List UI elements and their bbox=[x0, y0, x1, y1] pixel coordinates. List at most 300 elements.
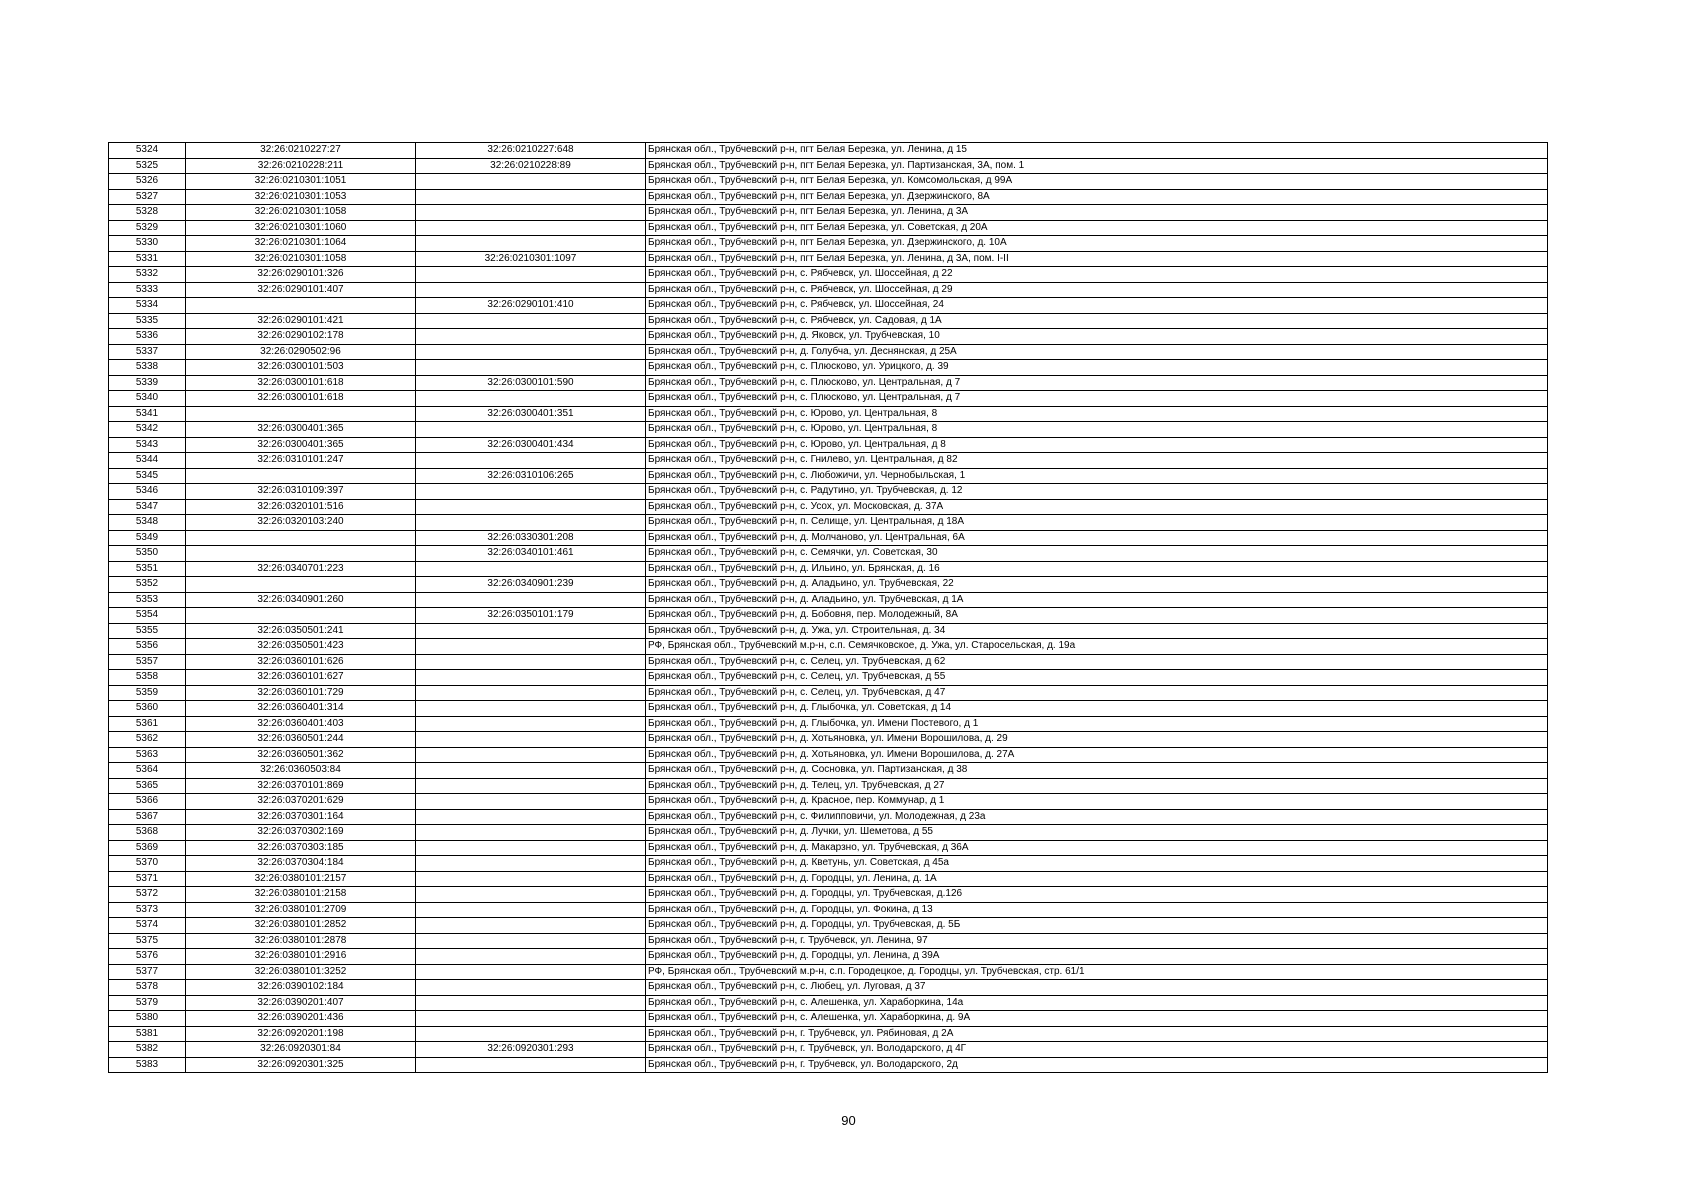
page-number: 90 bbox=[841, 1113, 856, 1128]
address-cell: Брянская обл., Трубчевский р-н, с. Юрово, ул. Центральная, д 8 bbox=[646, 437, 1548, 453]
address-cell: Брянская обл., Трубчевский р-н, п. Селище, ул. Центральная, д 18А bbox=[646, 515, 1548, 531]
related-cadastral-number-cell bbox=[416, 670, 646, 686]
row-number-cell: 5357 bbox=[109, 654, 186, 670]
related-cadastral-number-cell bbox=[416, 701, 646, 717]
row-number-cell: 5367 bbox=[109, 809, 186, 825]
address-cell: Брянская обл., Трубчевский р-н, д. Городцы, ул. Трубчевская, д. 5Б bbox=[646, 918, 1548, 934]
address-cell: Брянская обл., Трубчевский р-н, г. Трубчевск, ул. Володарского, 2д bbox=[646, 1057, 1548, 1073]
address-cell: Брянская обл., Трубчевский р-н, пгт Белая Березка, ул. Партизанская, 3А, пом. 1 bbox=[646, 158, 1548, 174]
row-number-cell: 5330 bbox=[109, 236, 186, 252]
row-number-cell: 5365 bbox=[109, 778, 186, 794]
related-cadastral-number-cell bbox=[416, 422, 646, 438]
address-cell: Брянская обл., Трубчевский р-н, пгт Белая Березка, ул. Советская, д 20А bbox=[646, 220, 1548, 236]
row-number-cell: 5374 bbox=[109, 918, 186, 934]
address-cell: Брянская обл., Трубчевский р-н, д. Глыбочка, ул. Советская, д 14 bbox=[646, 701, 1548, 717]
row-number-cell: 5366 bbox=[109, 794, 186, 810]
row-number-cell: 5344 bbox=[109, 453, 186, 469]
related-cadastral-number-cell bbox=[416, 1026, 646, 1042]
cadastral-number-cell bbox=[186, 530, 416, 546]
cadastral-number-cell: 32:26:0320101:516 bbox=[186, 499, 416, 515]
address-cell: Брянская обл., Трубчевский р-н, д. Хотьяновка, ул. Имени Ворошилова, д. 27А bbox=[646, 747, 1548, 763]
related-cadastral-number-cell bbox=[416, 825, 646, 841]
table-row bbox=[109, 298, 1548, 314]
cadastral-number-cell: 32:26:0290101:421 bbox=[186, 313, 416, 329]
row-number-cell: 5352 bbox=[109, 577, 186, 593]
row-number-cell: 5324 bbox=[109, 143, 186, 159]
related-cadastral-number-cell bbox=[416, 964, 646, 980]
cadastral-number-cell: 32:26:0300101:503 bbox=[186, 360, 416, 376]
table-row bbox=[109, 592, 1548, 608]
row-number-cell: 5373 bbox=[109, 902, 186, 918]
row-number-cell: 5364 bbox=[109, 763, 186, 779]
cadastral-number-cell: 32:26:0360501:244 bbox=[186, 732, 416, 748]
cadastral-number-cell: 32:26:0210301:1058 bbox=[186, 205, 416, 221]
table-row bbox=[109, 747, 1548, 763]
row-number-cell: 5332 bbox=[109, 267, 186, 283]
address-cell: Брянская обл., Трубчевский р-н, г. Трубчевск, ул. Ленина, 97 bbox=[646, 933, 1548, 949]
related-cadastral-number-cell bbox=[416, 809, 646, 825]
cadastral-number-cell bbox=[186, 546, 416, 562]
address-cell: Брянская обл., Трубчевский р-н, д. Глыбочка, ул. Имени Постевого, д 1 bbox=[646, 716, 1548, 732]
table-row bbox=[109, 143, 1548, 159]
row-number-cell: 5331 bbox=[109, 251, 186, 267]
row-number-cell: 5339 bbox=[109, 375, 186, 391]
table-row bbox=[109, 871, 1548, 887]
table-row bbox=[109, 515, 1548, 531]
address-cell: Брянская обл., Трубчевский р-н, д. Городцы, ул. Ленина, д 39А bbox=[646, 949, 1548, 965]
address-cell: Брянская обл., Трубчевский р-н, пгт Белая Березка, ул. Ленина, д 15 bbox=[646, 143, 1548, 159]
address-cell: Брянская обл., Трубчевский р-н, с. Алешенка, ул. Хараборкина, 14а bbox=[646, 995, 1548, 1011]
address-cell: Брянская обл., Трубчевский р-н, с. Плюсково, ул. Урицкого, д. 39 bbox=[646, 360, 1548, 376]
related-cadastral-number-cell bbox=[416, 747, 646, 763]
table-row bbox=[109, 933, 1548, 949]
related-cadastral-number-cell bbox=[416, 918, 646, 934]
table-row bbox=[109, 639, 1548, 655]
cadastral-number-cell: 32:26:0360503:84 bbox=[186, 763, 416, 779]
cadastral-number-cell: 32:26:0360101:729 bbox=[186, 685, 416, 701]
address-cell: Брянская обл., Трубчевский р-н, д. Молчаново, ул. Центральная, 6А bbox=[646, 530, 1548, 546]
related-cadastral-number-cell bbox=[416, 282, 646, 298]
table-row bbox=[109, 902, 1548, 918]
cadastral-number-cell: 32:26:0380101:2157 bbox=[186, 871, 416, 887]
related-cadastral-number-cell bbox=[416, 1011, 646, 1027]
row-number-cell: 5376 bbox=[109, 949, 186, 965]
related-cadastral-number-cell: 32:26:0340101:461 bbox=[416, 546, 646, 562]
table-row bbox=[109, 344, 1548, 360]
related-cadastral-number-cell bbox=[416, 174, 646, 190]
cadastral-number-cell: 32:26:0360101:627 bbox=[186, 670, 416, 686]
address-cell: РФ, Брянская обл., Трубчевский м.р-н, с.п. Городецкое, д. Городцы, ул. Трубчевская, стр. 61/1 bbox=[646, 964, 1548, 980]
row-number-cell: 5382 bbox=[109, 1042, 186, 1058]
address-cell: Брянская обл., Трубчевский р-н, с. Рябчевск, ул. Шоссейная, д 29 bbox=[646, 282, 1548, 298]
cadastral-number-cell: 32:26:0370101:869 bbox=[186, 778, 416, 794]
cadastral-number-cell: 32:26:0210228:211 bbox=[186, 158, 416, 174]
table-row bbox=[109, 825, 1548, 841]
cadastral-number-cell: 32:26:0310101:247 bbox=[186, 453, 416, 469]
address-cell: Брянская обл., Трубчевский р-н, с. Любожичи, ул. Чернобыльская, 1 bbox=[646, 468, 1548, 484]
table-row bbox=[109, 685, 1548, 701]
address-cell: Брянская обл., Трубчевский р-н, пгт Белая Березка, ул. Ленина, д 3А, пом. I-II bbox=[646, 251, 1548, 267]
address-cell: Брянская обл., Трубчевский р-н, с. Рябчевск, ул. Садовая, д 1А bbox=[646, 313, 1548, 329]
address-cell: Брянская обл., Трубчевский р-н, пгт Белая Березка, ул. Дзержинского, 8А bbox=[646, 189, 1548, 205]
cadastral-number-cell: 32:26:0370301:164 bbox=[186, 809, 416, 825]
related-cadastral-number-cell bbox=[416, 189, 646, 205]
cadastral-number-cell: 32:26:0350501:241 bbox=[186, 623, 416, 639]
table-row bbox=[109, 980, 1548, 996]
related-cadastral-number-cell bbox=[416, 236, 646, 252]
table-row bbox=[109, 701, 1548, 717]
related-cadastral-number-cell bbox=[416, 763, 646, 779]
cadastral-number-cell: 32:26:0390102:184 bbox=[186, 980, 416, 996]
cadastral-number-cell: 32:26:0390201:436 bbox=[186, 1011, 416, 1027]
row-number-cell: 5378 bbox=[109, 980, 186, 996]
related-cadastral-number-cell: 32:26:0340901:239 bbox=[416, 577, 646, 593]
address-cell: Брянская обл., Трубчевский р-н, д. Голубча, ул. Деснянская, д 25А bbox=[646, 344, 1548, 360]
table-row bbox=[109, 716, 1548, 732]
table-row bbox=[109, 313, 1548, 329]
row-number-cell: 5341 bbox=[109, 406, 186, 422]
row-number-cell: 5348 bbox=[109, 515, 186, 531]
address-cell: Брянская обл., Трубчевский р-н, д. Аладьино, ул. Трубчевская, 22 bbox=[646, 577, 1548, 593]
row-number-cell: 5362 bbox=[109, 732, 186, 748]
row-number-cell: 5327 bbox=[109, 189, 186, 205]
table-row bbox=[109, 267, 1548, 283]
address-cell: Брянская обл., Трубчевский р-н, г. Трубчевск, ул. Володарского, д 4Г bbox=[646, 1042, 1548, 1058]
row-number-cell: 5333 bbox=[109, 282, 186, 298]
table-row bbox=[109, 437, 1548, 453]
related-cadastral-number-cell: 32:26:0920301:293 bbox=[416, 1042, 646, 1058]
address-cell: Брянская обл., Трубчевский р-н, д. Ильино, ул. Брянская, д. 16 bbox=[646, 561, 1548, 577]
table-row bbox=[109, 499, 1548, 515]
address-cell: Брянская обл., Трубчевский р-н, с. Рябчевск, ул. Шоссейная, 24 bbox=[646, 298, 1548, 314]
row-number-cell: 5340 bbox=[109, 391, 186, 407]
table-row bbox=[109, 1042, 1548, 1058]
address-cell: Брянская обл., Трубчевский р-н, с. Селец, ул. Трубчевская, д 47 bbox=[646, 685, 1548, 701]
row-number-cell: 5359 bbox=[109, 685, 186, 701]
address-cell: Брянская обл., Трубчевский р-н, с. Селец, ул. Трубчевская, д 62 bbox=[646, 654, 1548, 670]
row-number-cell: 5349 bbox=[109, 530, 186, 546]
table-row bbox=[109, 1011, 1548, 1027]
related-cadastral-number-cell bbox=[416, 732, 646, 748]
address-cell: Брянская обл., Трубчевский р-н, д. Макарзно, ул. Трубчевская, д 36А bbox=[646, 840, 1548, 856]
cadastral-number-cell: 32:26:0360501:362 bbox=[186, 747, 416, 763]
related-cadastral-number-cell bbox=[416, 1057, 646, 1073]
related-cadastral-number-cell: 32:26:0350101:179 bbox=[416, 608, 646, 624]
related-cadastral-number-cell bbox=[416, 949, 646, 965]
table-row bbox=[109, 1026, 1548, 1042]
row-number-cell: 5372 bbox=[109, 887, 186, 903]
related-cadastral-number-cell bbox=[416, 933, 646, 949]
related-cadastral-number-cell bbox=[416, 623, 646, 639]
table-row bbox=[109, 763, 1548, 779]
table-row bbox=[109, 329, 1548, 345]
table-row bbox=[109, 856, 1548, 872]
related-cadastral-number-cell: 32:26:0210301:1097 bbox=[416, 251, 646, 267]
address-cell: РФ, Брянская обл., Трубчевский м.р-н, с.п. Семячковское, д. Ужа, ул. Старосельская, д. 19а bbox=[646, 639, 1548, 655]
table-row bbox=[109, 778, 1548, 794]
row-number-cell: 5343 bbox=[109, 437, 186, 453]
address-cell: Брянская обл., Трубчевский р-н, пгт Белая Березка, ул. Ленина, д 3А bbox=[646, 205, 1548, 221]
row-number-cell: 5338 bbox=[109, 360, 186, 376]
related-cadastral-number-cell bbox=[416, 391, 646, 407]
cadastral-number-cell bbox=[186, 577, 416, 593]
address-cell: Брянская обл., Трубчевский р-н, д. Красное, пер. Коммунар, д 1 bbox=[646, 794, 1548, 810]
address-cell: Брянская обл., Трубчевский р-н, д. Лучки, ул. Шеметова, д 55 bbox=[646, 825, 1548, 841]
row-number-cell: 5353 bbox=[109, 592, 186, 608]
cadastral-number-cell bbox=[186, 406, 416, 422]
cadastral-number-cell: 32:26:0210301:1058 bbox=[186, 251, 416, 267]
table-row bbox=[109, 949, 1548, 965]
cadastral-number-cell: 32:26:0210301:1051 bbox=[186, 174, 416, 190]
address-cell: Брянская обл., Трубчевский р-н, д. Ужа, ул. Строительная, д. 34 bbox=[646, 623, 1548, 639]
table-row bbox=[109, 670, 1548, 686]
address-cell: Брянская обл., Трубчевский р-н, с. Любец, ул. Луговая, д 37 bbox=[646, 980, 1548, 996]
row-number-cell: 5354 bbox=[109, 608, 186, 624]
table-row bbox=[109, 561, 1548, 577]
table-row bbox=[109, 391, 1548, 407]
table-row bbox=[109, 189, 1548, 205]
table-row bbox=[109, 468, 1548, 484]
address-table bbox=[108, 142, 1548, 1073]
address-cell: Брянская обл., Трубчевский р-н, д. Хотьяновка, ул. Имени Ворошилова, д. 29 bbox=[646, 732, 1548, 748]
row-number-cell: 5383 bbox=[109, 1057, 186, 1073]
related-cadastral-number-cell bbox=[416, 453, 646, 469]
address-cell: Брянская обл., Трубчевский р-н, д. Аладьино, ул. Трубчевская, д 1А bbox=[646, 592, 1548, 608]
cadastral-number-cell: 32:26:0290101:407 bbox=[186, 282, 416, 298]
cadastral-number-cell: 32:26:0360401:403 bbox=[186, 716, 416, 732]
row-number-cell: 5345 bbox=[109, 468, 186, 484]
address-cell: Брянская обл., Трубчевский р-н, с. Филипповичи, ул. Молодежная, д 23а bbox=[646, 809, 1548, 825]
row-number-cell: 5329 bbox=[109, 220, 186, 236]
row-number-cell: 5358 bbox=[109, 670, 186, 686]
row-number-cell: 5370 bbox=[109, 856, 186, 872]
address-cell: Брянская обл., Трубчевский р-н, д. Городцы, ул. Ленина, д. 1А bbox=[646, 871, 1548, 887]
row-number-cell: 5368 bbox=[109, 825, 186, 841]
row-number-cell: 5335 bbox=[109, 313, 186, 329]
related-cadastral-number-cell bbox=[416, 499, 646, 515]
address-cell: Брянская обл., Трубчевский р-н, с. Плюсково, ул. Центральная, д 7 bbox=[646, 391, 1548, 407]
related-cadastral-number-cell bbox=[416, 887, 646, 903]
table-row bbox=[109, 360, 1548, 376]
related-cadastral-number-cell bbox=[416, 980, 646, 996]
related-cadastral-number-cell bbox=[416, 716, 646, 732]
address-cell: Брянская обл., Трубчевский р-н, д. Яковск, ул. Трубчевская, 10 bbox=[646, 329, 1548, 345]
row-number-cell: 5380 bbox=[109, 1011, 186, 1027]
cadastral-number-cell: 32:26:0350501:423 bbox=[186, 639, 416, 655]
related-cadastral-number-cell bbox=[416, 344, 646, 360]
address-cell: Брянская обл., Трубчевский р-н, д. Бобовня, пер. Молодежный, 8А bbox=[646, 608, 1548, 624]
table-row bbox=[109, 995, 1548, 1011]
cadastral-number-cell: 32:26:0380101:3252 bbox=[186, 964, 416, 980]
cadastral-number-cell: 32:26:0370303:185 bbox=[186, 840, 416, 856]
cadastral-number-cell bbox=[186, 468, 416, 484]
table-row bbox=[109, 964, 1548, 980]
related-cadastral-number-cell bbox=[416, 329, 646, 345]
table-row bbox=[109, 236, 1548, 252]
cadastral-number-cell: 32:26:0380101:2709 bbox=[186, 902, 416, 918]
cadastral-number-cell bbox=[186, 608, 416, 624]
related-cadastral-number-cell: 32:26:0300401:351 bbox=[416, 406, 646, 422]
row-number-cell: 5347 bbox=[109, 499, 186, 515]
related-cadastral-number-cell bbox=[416, 205, 646, 221]
cadastral-number-cell: 32:26:0380101:2158 bbox=[186, 887, 416, 903]
row-number-cell: 5328 bbox=[109, 205, 186, 221]
related-cadastral-number-cell bbox=[416, 639, 646, 655]
row-number-cell: 5360 bbox=[109, 701, 186, 717]
address-cell: Брянская обл., Трубчевский р-н, с. Усох, ул. Московская, д. 37А bbox=[646, 499, 1548, 515]
related-cadastral-number-cell: 32:26:0210227:648 bbox=[416, 143, 646, 159]
cadastral-number-cell: 32:26:0360401:314 bbox=[186, 701, 416, 717]
row-number-cell: 5381 bbox=[109, 1026, 186, 1042]
related-cadastral-number-cell bbox=[416, 685, 646, 701]
row-number-cell: 5326 bbox=[109, 174, 186, 190]
table-row bbox=[109, 158, 1548, 174]
table-row bbox=[109, 732, 1548, 748]
related-cadastral-number-cell bbox=[416, 654, 646, 670]
related-cadastral-number-cell bbox=[416, 561, 646, 577]
row-number-cell: 5346 bbox=[109, 484, 186, 500]
row-number-cell: 5377 bbox=[109, 964, 186, 980]
cadastral-number-cell: 32:26:0370304:184 bbox=[186, 856, 416, 872]
table-row bbox=[109, 608, 1548, 624]
row-number-cell: 5325 bbox=[109, 158, 186, 174]
cadastral-number-cell: 32:26:0380101:2916 bbox=[186, 949, 416, 965]
table-row bbox=[109, 220, 1548, 236]
related-cadastral-number-cell: 32:26:0300401:434 bbox=[416, 437, 646, 453]
cadastral-number-cell: 32:26:0310109:397 bbox=[186, 484, 416, 500]
cadastral-number-cell: 32:26:0380101:2878 bbox=[186, 933, 416, 949]
address-cell: Брянская обл., Трубчевский р-н, с. Юрово, ул. Центральная, 8 bbox=[646, 422, 1548, 438]
row-number-cell: 5355 bbox=[109, 623, 186, 639]
table-row bbox=[109, 484, 1548, 500]
row-number-cell: 5361 bbox=[109, 716, 186, 732]
row-number-cell: 5350 bbox=[109, 546, 186, 562]
table-row bbox=[109, 375, 1548, 391]
table-row bbox=[109, 1057, 1548, 1073]
row-number-cell: 5371 bbox=[109, 871, 186, 887]
address-cell: Брянская обл., Трубчевский р-н, с. Плюсково, ул. Центральная, д 7 bbox=[646, 375, 1548, 391]
address-cell: Брянская обл., Трубчевский р-н, д. Городцы, ул. Фокина, д 13 bbox=[646, 902, 1548, 918]
related-cadastral-number-cell: 32:26:0290101:410 bbox=[416, 298, 646, 314]
cadastral-number-cell: 32:26:0380101:2852 bbox=[186, 918, 416, 934]
cadastral-number-cell: 32:26:0210227:27 bbox=[186, 143, 416, 159]
row-number-cell: 5342 bbox=[109, 422, 186, 438]
related-cadastral-number-cell bbox=[416, 840, 646, 856]
related-cadastral-number-cell bbox=[416, 313, 646, 329]
cadastral-number-cell: 32:26:0300401:365 bbox=[186, 437, 416, 453]
address-cell: Брянская обл., Трубчевский р-н, д. Сосновка, ул. Партизанская, д 38 bbox=[646, 763, 1548, 779]
row-number-cell: 5337 bbox=[109, 344, 186, 360]
cadastral-number-cell: 32:26:0210301:1060 bbox=[186, 220, 416, 236]
table-row bbox=[109, 453, 1548, 469]
table-row bbox=[109, 809, 1548, 825]
row-number-cell: 5375 bbox=[109, 933, 186, 949]
related-cadastral-number-cell: 32:26:0300101:590 bbox=[416, 375, 646, 391]
related-cadastral-number-cell: 32:26:0210228:89 bbox=[416, 158, 646, 174]
table-row bbox=[109, 654, 1548, 670]
related-cadastral-number-cell: 32:26:0310106:265 bbox=[416, 468, 646, 484]
row-number-cell: 5356 bbox=[109, 639, 186, 655]
address-cell: Брянская обл., Трубчевский р-н, пгт Белая Березка, ул. Дзержинского, д. 10А bbox=[646, 236, 1548, 252]
address-cell: Брянская обл., Трубчевский р-н, с. Рябчевск, ул. Шоссейная, д 22 bbox=[646, 267, 1548, 283]
table-row bbox=[109, 406, 1548, 422]
cadastral-number-cell: 32:26:0340901:260 bbox=[186, 592, 416, 608]
table-row bbox=[109, 887, 1548, 903]
cadastral-number-cell: 32:26:0320103:240 bbox=[186, 515, 416, 531]
cadastral-number-cell bbox=[186, 298, 416, 314]
cadastral-number-cell: 32:26:0390201:407 bbox=[186, 995, 416, 1011]
address-cell: Брянская обл., Трубчевский р-н, д. Городцы, ул. Трубчевская, д.126 bbox=[646, 887, 1548, 903]
cadastral-number-cell: 32:26:0300101:618 bbox=[186, 375, 416, 391]
related-cadastral-number-cell bbox=[416, 220, 646, 236]
cadastral-number-cell: 32:26:0370302:169 bbox=[186, 825, 416, 841]
cadastral-number-cell: 32:26:0920301:84 bbox=[186, 1042, 416, 1058]
table-row bbox=[109, 794, 1548, 810]
related-cadastral-number-cell bbox=[416, 794, 646, 810]
table-row bbox=[109, 546, 1548, 562]
cadastral-number-cell: 32:26:0290101:326 bbox=[186, 267, 416, 283]
table-row bbox=[109, 577, 1548, 593]
related-cadastral-number-cell bbox=[416, 856, 646, 872]
related-cadastral-number-cell bbox=[416, 360, 646, 376]
cadastral-number-cell: 32:26:0340701:223 bbox=[186, 561, 416, 577]
address-cell: Брянская обл., Трубчевский р-н, д. Кветунь, ул. Советская, д 45а bbox=[646, 856, 1548, 872]
cadastral-number-cell: 32:26:0300101:618 bbox=[186, 391, 416, 407]
related-cadastral-number-cell: 32:26:0330301:208 bbox=[416, 530, 646, 546]
address-cell: Брянская обл., Трубчевский р-н, пгт Белая Березка, ул. Комсомольская, д 99А bbox=[646, 174, 1548, 190]
address-cell: Брянская обл., Трубчевский р-н, г. Трубчевск, ул. Рябиновая, д 2А bbox=[646, 1026, 1548, 1042]
table-row bbox=[109, 840, 1548, 856]
cadastral-number-cell: 32:26:0290102:178 bbox=[186, 329, 416, 345]
table-row bbox=[109, 623, 1548, 639]
row-number-cell: 5379 bbox=[109, 995, 186, 1011]
address-cell: Брянская обл., Трубчевский р-н, с. Алешенка, ул. Хараборкина, д. 9А bbox=[646, 1011, 1548, 1027]
address-cell: Брянская обл., Трубчевский р-н, с. Семячки, ул. Советская, 30 bbox=[646, 546, 1548, 562]
cadastral-number-cell: 32:26:0920301:325 bbox=[186, 1057, 416, 1073]
cadastral-number-cell: 32:26:0370201:629 bbox=[186, 794, 416, 810]
related-cadastral-number-cell bbox=[416, 871, 646, 887]
address-cell: Брянская обл., Трубчевский р-н, с. Радутино, ул. Трубчевская, д. 12 bbox=[646, 484, 1548, 500]
related-cadastral-number-cell bbox=[416, 995, 646, 1011]
related-cadastral-number-cell bbox=[416, 484, 646, 500]
row-number-cell: 5363 bbox=[109, 747, 186, 763]
related-cadastral-number-cell bbox=[416, 267, 646, 283]
cadastral-number-cell: 32:26:0210301:1064 bbox=[186, 236, 416, 252]
cadastral-number-cell: 32:26:0300401:365 bbox=[186, 422, 416, 438]
related-cadastral-number-cell bbox=[416, 515, 646, 531]
address-cell: Брянская обл., Трубчевский р-н, д. Телец, ул. Трубчевская, д 27 bbox=[646, 778, 1548, 794]
related-cadastral-number-cell bbox=[416, 592, 646, 608]
related-cadastral-number-cell bbox=[416, 778, 646, 794]
cadastral-number-cell: 32:26:0210301:1053 bbox=[186, 189, 416, 205]
row-number-cell: 5351 bbox=[109, 561, 186, 577]
row-number-cell: 5369 bbox=[109, 840, 186, 856]
row-number-cell: 5336 bbox=[109, 329, 186, 345]
table-row bbox=[109, 205, 1548, 221]
table-row bbox=[109, 918, 1548, 934]
table-row bbox=[109, 422, 1548, 438]
table-row bbox=[109, 530, 1548, 546]
table-row bbox=[109, 251, 1548, 267]
address-cell: Брянская обл., Трубчевский р-н, с. Гнилево, ул. Центральная, д 82 bbox=[646, 453, 1548, 469]
address-cell: Брянская обл., Трубчевский р-н, с. Юрово, ул. Центральная, 8 bbox=[646, 406, 1548, 422]
row-number-cell: 5334 bbox=[109, 298, 186, 314]
related-cadastral-number-cell bbox=[416, 902, 646, 918]
address-table-body bbox=[109, 143, 1548, 1073]
cadastral-number-cell: 32:26:0290502:96 bbox=[186, 344, 416, 360]
address-cell: Брянская обл., Трубчевский р-н, с. Селец, ул. Трубчевская, д 55 bbox=[646, 670, 1548, 686]
cadastral-number-cell: 32:26:0360101:626 bbox=[186, 654, 416, 670]
